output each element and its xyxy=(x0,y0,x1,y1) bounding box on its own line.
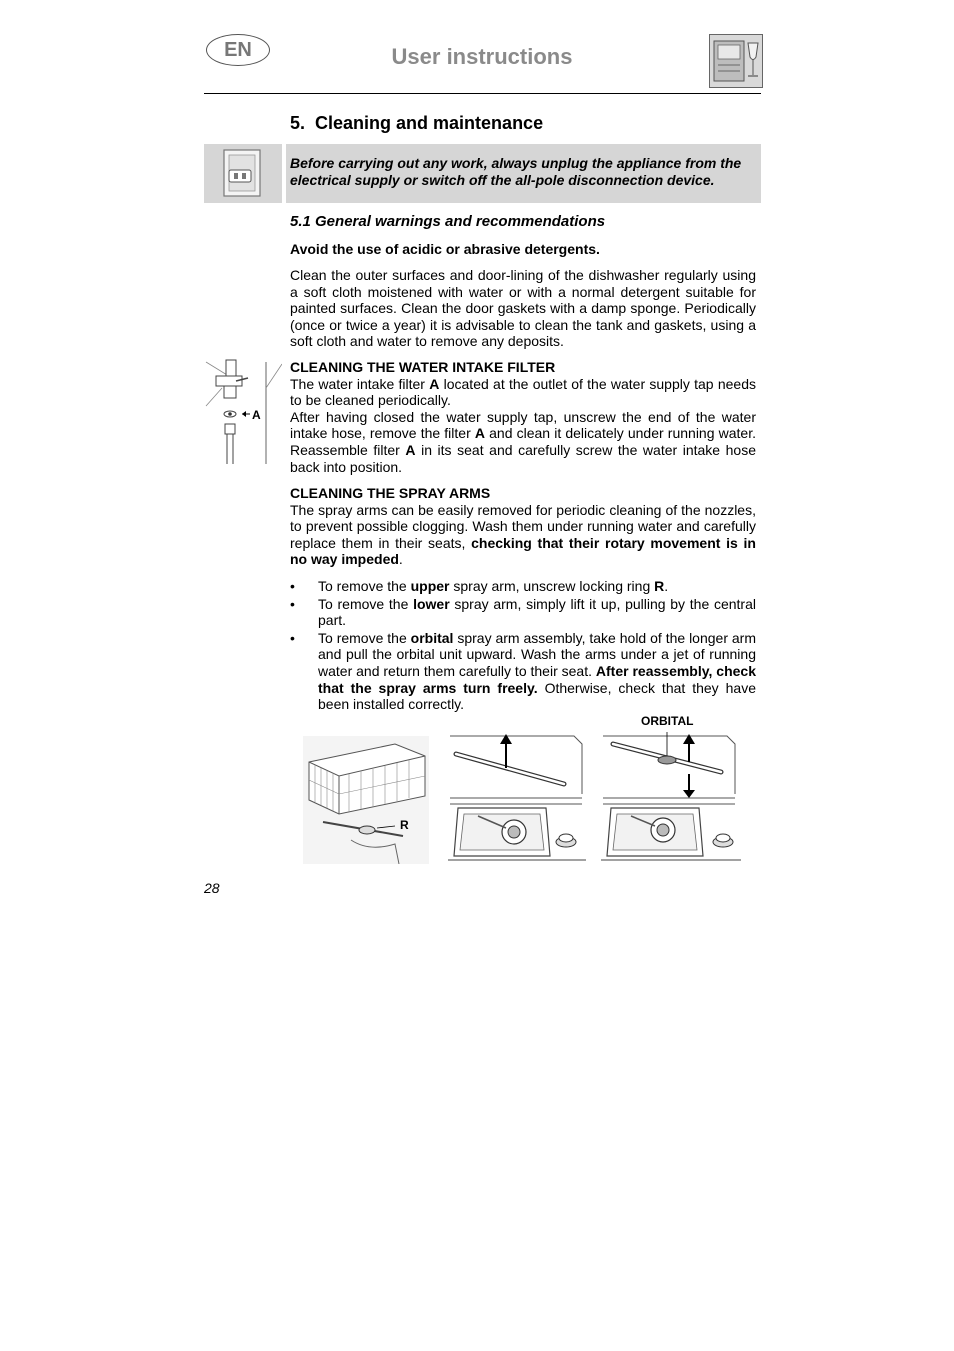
filter-label-a: A xyxy=(252,408,261,422)
warning-text: Before carrying out any work, always unplug the appliance from the electrical supply or switch off the all-pole disconnection device. xyxy=(290,155,742,188)
upper-basket-figure xyxy=(303,736,429,864)
header-divider xyxy=(204,93,761,94)
spray-arms-section xyxy=(290,485,756,568)
water-filter-paragraph-1: The water intake filter A located at the outlet of the water supply tap needs to be cleaned periodically. xyxy=(290,375,756,409)
spray-arms-heading: CLEANING THE SPRAY ARMS xyxy=(290,485,491,501)
lower-spray-arm-figure xyxy=(448,732,586,864)
section-title-text: Cleaning and maintenance xyxy=(315,113,544,133)
wall-socket-plug-icon xyxy=(204,144,282,203)
clean-surfaces-paragraph: Clean the outer surfaces and door-lining of the dishwasher regularly using a soft cloth moistened with water or with a normal detergent suitable for painted surfaces. Clean the door gaskets with a damp sponge. Periodically (once or twice a year) it is advisable to clean the tank and gaskets, using a soft cloth and water to remove any deposits. xyxy=(290,267,756,350)
locking-ring-label-r: R xyxy=(400,818,409,832)
avoid-detergents-note: Avoid the use of acidic or abrasive detergents. xyxy=(290,241,600,257)
bullet-dot: • xyxy=(290,629,295,646)
water-filter-figure xyxy=(204,358,282,466)
water-filter-paragraph-2: After having closed the water supply tap, unscrew the end of the water intake hose, remove the filter A and clean it delicately under running water. Reassemble filter A in its seat and carefully screw the water intake hose back into position. xyxy=(290,408,757,475)
bullet-dot: • xyxy=(290,595,295,612)
section-number: 5. xyxy=(290,113,306,133)
spray-arms-bullet-list xyxy=(290,578,756,714)
water-filter-section xyxy=(290,359,756,475)
page-number: 28 xyxy=(204,880,220,896)
page-header-title: User instructions xyxy=(391,44,573,69)
language-badge: EN xyxy=(206,34,270,66)
subsection-title: 5.1 General warnings and recommendations xyxy=(290,213,606,230)
orbital-spray-arm-figure xyxy=(601,732,743,864)
section-title xyxy=(290,113,543,134)
list-item: • To remove the orbital spray arm assembly, take hold of the longer arm and pull the orbital unit upward. Wash the arms under a jet of running water and return them carefully to their seat. After reassembly, check that the spray arms turn freely. Otherwise, check that they have been installed correctly. xyxy=(290,629,756,713)
orbital-label: ORBITAL xyxy=(641,714,694,728)
dishwasher-glasses-icon xyxy=(709,34,763,88)
bullet-dot: • xyxy=(290,578,295,594)
list-item: • To remove the lower spray arm, simply lift it up, pulling by the central part. xyxy=(290,595,756,629)
spray-arms-paragraph: The spray arms can be easily removed for periodic cleaning of the nozzles, to prevent possible clogging. Wash them under running water and carefully replace them in their seats, checking that their rotary movement is in no way impeded. xyxy=(290,501,756,568)
water-filter-heading: CLEANING THE WATER INTAKE FILTER xyxy=(290,359,556,375)
list-item: • To remove the upper spray arm, unscrew locking ring R. xyxy=(290,578,669,594)
